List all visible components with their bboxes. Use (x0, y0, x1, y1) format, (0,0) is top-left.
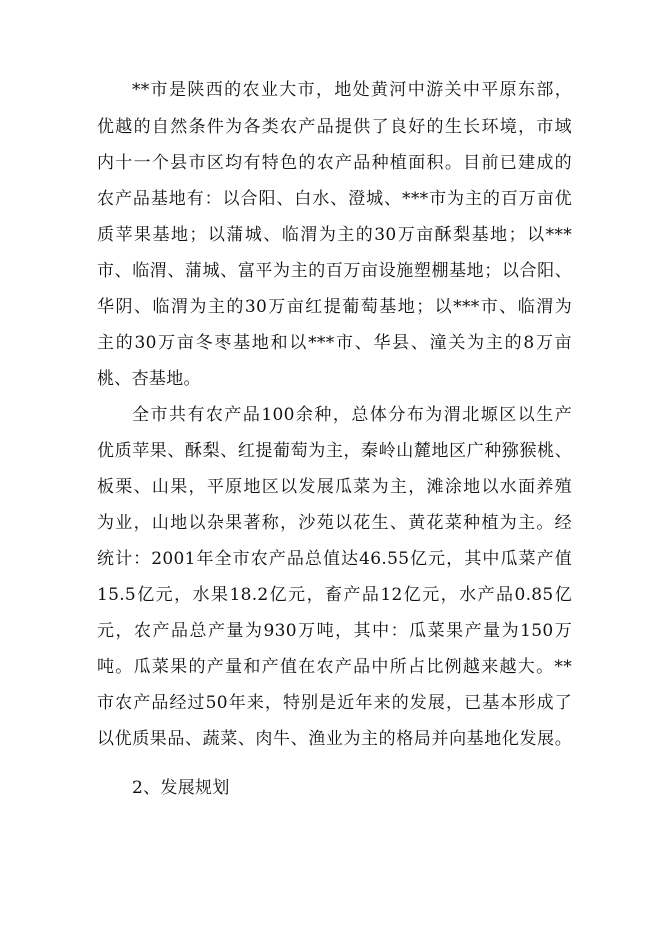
paragraph-line: 主的30万亩冬枣基地和以***市、华县、潼关为主的8万亩 (97, 333, 572, 353)
paragraph-line: 以优质果品、蔬菜、肉牛、渔业为主的格局并向基地化发展。 (97, 729, 572, 749)
paragraph-line: 吨。瓜菜果的产量和产值在农产品中所占比例越来越大。** (97, 657, 572, 677)
paragraph-line: 统计：2001年全市农产品总值达46.55亿元，其中瓜菜产值 (97, 549, 572, 569)
paragraph-line: 市、临渭、蒲城、富平为主的百万亩设施塑棚基地；以合阳、 (97, 261, 572, 281)
paragraph-line: 优质苹果、酥梨、红提葡萄为主，秦岭山麓地区广种猕猴桃、 (97, 441, 572, 461)
paragraph-line: 为业，山地以杂果著称，沙苑以花生、黄花菜种植为主。经 (97, 513, 572, 533)
paragraph-line: 桃、杏基地。 (97, 369, 201, 389)
section-heading: 2、发展规划 (132, 778, 230, 798)
paragraph-line: 华阴、临渭为主的30万亩红提葡萄基地；以***市、临渭为 (97, 297, 572, 317)
paragraph-line: 15.5亿元，水果18.2亿元，畜产品12亿元，水产品0.85亿 (97, 585, 572, 605)
paragraph-line: **市是陕西的农业大市，地处黄河中游关中平原东部， (132, 80, 572, 100)
paragraph-line: 质苹果基地；以蒲城、临渭为主的30万亩酥梨基地；以*** (97, 225, 572, 245)
paragraph-line: 元，农产品总产量为930万吨，其中：瓜菜果产量为150万 (97, 621, 572, 641)
paragraph-line: 板栗、山果，平原地区以发展瓜菜为主，滩涂地以水面养殖 (97, 477, 572, 497)
paragraph-line: 市农产品经过50年来，特别是近年来的发展，已基本形成了 (97, 693, 572, 713)
paragraph-line: 优越的自然条件为各类农产品提供了良好的生长环境，市域 (97, 117, 572, 137)
paragraph-line: 农产品基地有：以合阳、白水、澄城、***市为主的百万亩优 (97, 189, 572, 209)
paragraph-line: 内十一个县市区均有特色的农产品种植面积。目前已建成的 (97, 153, 572, 173)
paragraph-line: 全市共有农产品100余种，总体分布为渭北塬区以生产 (132, 405, 572, 425)
